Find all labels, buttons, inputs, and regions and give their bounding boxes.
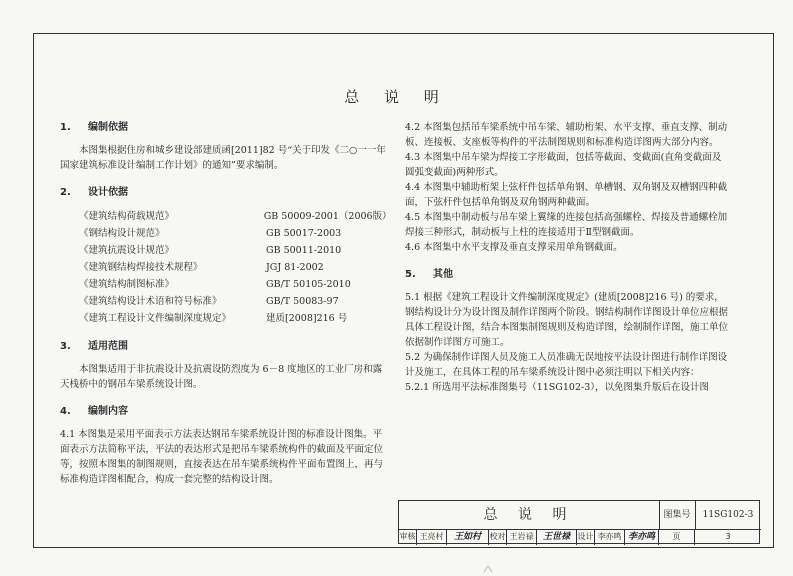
designer-name: 李亦鸣 <box>595 529 625 545</box>
standard-row: 《建筑钢结构焊接技术规程》 JGJ 81-2002 <box>79 262 324 273</box>
standard-row: 《建筑结构制图标准》 GB/T 50105-2010 <box>79 279 351 290</box>
check-label: 校对 <box>489 529 507 545</box>
title-block <box>398 500 760 544</box>
section-4-4-text: 4.4 本图集中辅助桁架上弦杆件包括单角钢、单槽钢、双角钢及双槽钢四种截面，下弦杆件包括单角钢及双角钢两种截面。 <box>405 182 728 208</box>
page-title: 总 说 明 <box>344 88 449 106</box>
standard-row: 《建筑工程设计文件编制深度规定》 建质[2008]216 号 <box>79 313 348 324</box>
section-3-text: 本图集适用于非抗震设计及抗震设防烈度为 6－8 度地区的工业厂房和露天栈桥中的钢吊车梁系统设计图。 <box>60 364 383 390</box>
reviewer-signature: 王如村 <box>447 529 489 545</box>
section-5-heading: 5. 其他 <box>405 269 453 280</box>
standard-row: 《建筑结构荷载规范》 GB 50009-2001（2006版） <box>79 211 392 222</box>
section-5-2-text: 5.2 为确保制作详图人员及施工人员准确无误地按平法设计图进行制作详图设计及施工，在具体工程的吊车梁系统设计图中必须注明以下相关内容： <box>405 352 728 378</box>
design-label: 设计 <box>577 529 595 545</box>
section-4-6-text: 4.6 本图集中水平支撑及垂直支撑采用单角钢截面。 <box>405 242 623 253</box>
section-4-heading: 4. 编制内容 <box>60 406 128 417</box>
page-number: 3 <box>725 532 731 541</box>
reviewer-name: 王亮村 <box>417 529 447 545</box>
title-block-title: 总 说 明 <box>399 501 660 530</box>
section-2-heading: 2. 设计依据 <box>60 187 128 198</box>
section-1-heading: 1. 编制依据 <box>60 122 128 133</box>
right-column <box>405 120 730 395</box>
signature-row <box>399 529 761 545</box>
checker-signature: 王世禄 <box>537 529 577 545</box>
standard-row: 《建筑结构设计术语和符号标准》 GB/T 50083-97 <box>79 296 339 307</box>
left-column <box>60 120 390 487</box>
section-5-2-1-text: 5.2.1 所选用平法标准图集号（11SG102-3），以免图集升版后在设计图 <box>405 382 710 393</box>
section-3-heading: 3. 适用范围 <box>60 341 128 352</box>
standards-list <box>60 208 390 327</box>
section-4-3-text: 4.3 本图集中吊车梁为焊接工字形截面，包括等截面、变截面(直角变截面及圆弧变截面)两种形式。 <box>405 152 722 178</box>
designer-signature: 李亦鸣 <box>625 529 659 545</box>
review-label: 审核 <box>399 529 417 545</box>
atlas-number-label: 图集号 <box>659 501 696 530</box>
atlas-number: 11SG102-3 <box>695 501 761 530</box>
checker-name: 王岩禄 <box>507 529 537 545</box>
section-4-5-text: 4.5 本图集中制动板与吊车梁上翼缘的连接包括高强螺栓、焊接及普通螺栓加焊接三种形式，制动板与上柱的连接适用于Ⅱ型钢截面。 <box>405 212 728 238</box>
scan-mark-icon <box>483 564 493 574</box>
section-4-2-text: 4.2 本图集包括吊车梁系统中吊车梁、辅助桁架、水平支撑、垂直支撑、制动板、连接板、支座板等构件的平法制图规则和标准构造详图两大部分内容。 <box>405 122 728 148</box>
standard-row: 《钢结构设计规范》 GB 50017-2003 <box>79 228 342 239</box>
section-4-1-text: 4.1 本图集是采用平面表示方法表达钢吊车梁系统设计图的标准设计图集。平面表示方法简称平法，平法的表达形式是把吊车梁系统构件的截面及平面定位等，按照本图集的制图规则，直接表达在吊车梁系统构件平面布置图上，再与标准构造详图相配合，构成一套完整的结构设计图。 <box>60 429 384 485</box>
section-1-text: 本图集根据住房和城乡建设部建质函[2011]82 号“关于印发《二○一一年国家建筑标准设计编制工作计划》的通知”要求编制。 <box>60 145 386 171</box>
standard-row: 《建筑抗震设计规范》 GB 50011-2010 <box>79 245 342 256</box>
page-label: 页 <box>659 529 695 545</box>
section-5-1-text: 5.1 根据《建筑工程设计文件编制深度规定》(建质[2008]216 号) 的要求，钢结构设计分为设计图及制作详图两个阶段。钢结构制作详图设计单位应根据具体工程设计图，结合本图集制图规则及构造详图，绘制制作详图，施工单位依据制作详图方可施工。 <box>405 292 729 348</box>
